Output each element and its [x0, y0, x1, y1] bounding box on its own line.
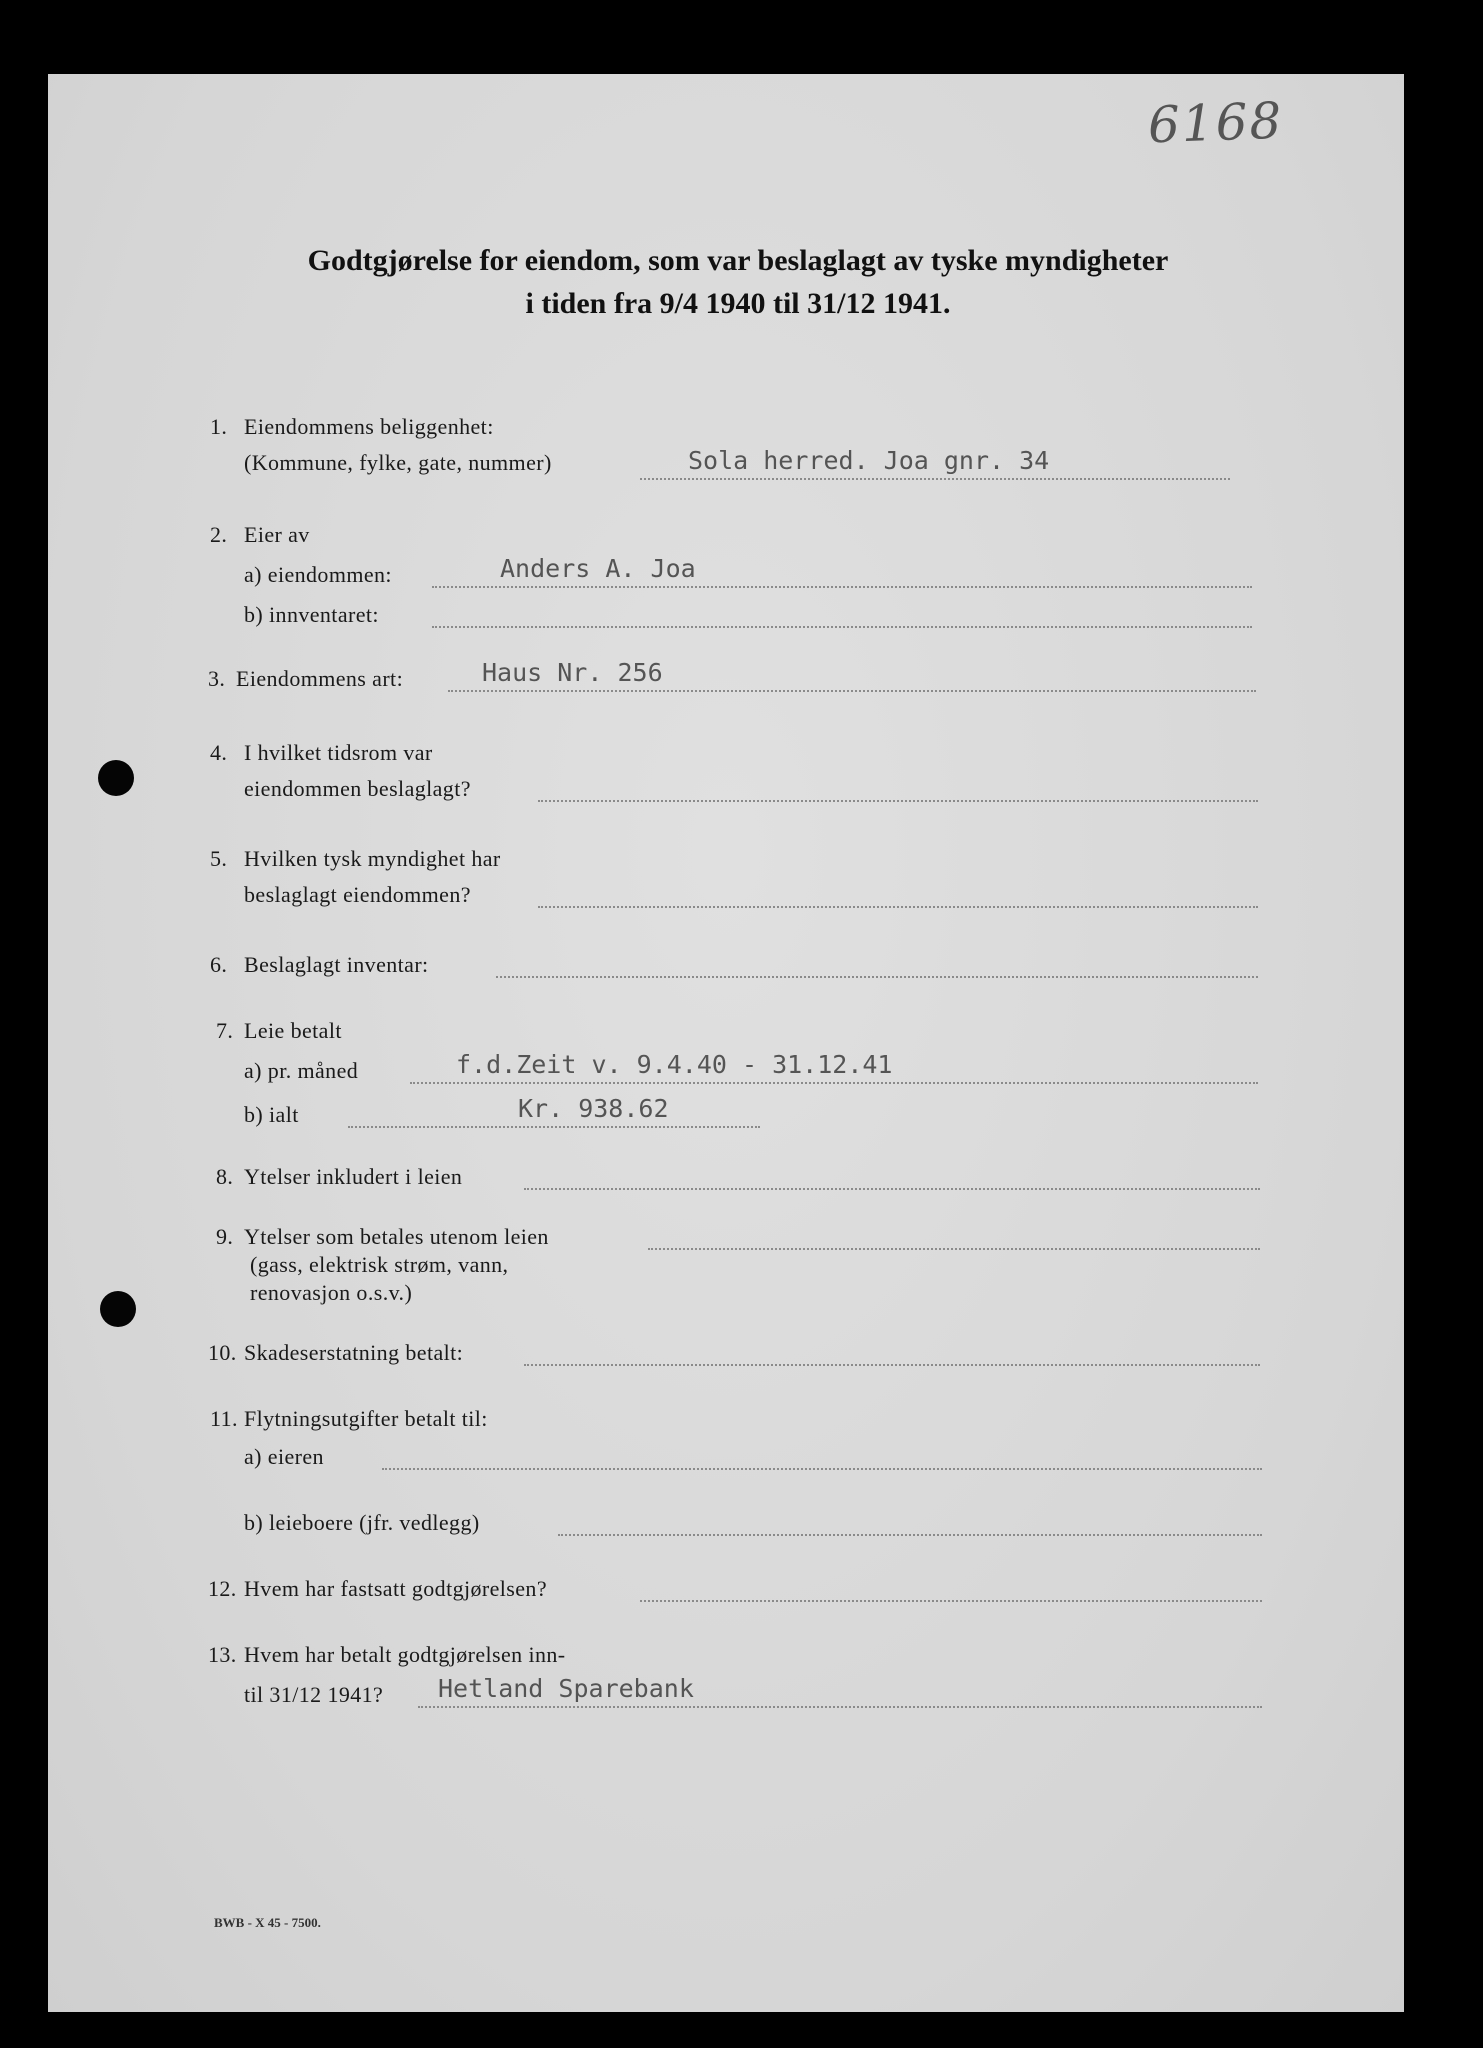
- q2-label: Eier av: [244, 522, 310, 547]
- q8-label: Ytelser inkludert i leien: [244, 1164, 463, 1189]
- q8-answer-line: [524, 1188, 1260, 1190]
- q5-label: Hvilken tysk myndighet har: [244, 846, 501, 871]
- q6-number: 6.: [210, 952, 228, 977]
- q10-number: 10.: [208, 1340, 237, 1365]
- q8-number: 8.: [216, 1164, 234, 1189]
- q1-label: Eiendommens beliggenhet:: [244, 414, 494, 439]
- q7b-answer: Kr. 938.62: [518, 1094, 669, 1123]
- q7a-answer-line: [410, 1082, 1258, 1084]
- q7b-label: b) ialt: [244, 1102, 299, 1127]
- q3-label: Eiendommens art:: [236, 666, 404, 691]
- q13-answer-line: [418, 1706, 1262, 1708]
- q10-answer-line: [524, 1364, 1260, 1366]
- q4-sublabel: eiendommen beslaglagt?: [244, 776, 471, 801]
- q9-sublabel2: renovasjon o.s.v.): [250, 1280, 413, 1305]
- q1-sublabel: (Kommune, fylke, gate, nummer): [244, 450, 552, 475]
- q11a-label: a) eieren: [244, 1444, 324, 1469]
- q4-answer-line: [538, 800, 1258, 802]
- q9-answer-line: [648, 1248, 1260, 1250]
- q11b-answer-line: [558, 1534, 1262, 1536]
- q1-number: 1.: [210, 414, 228, 439]
- q7-label: Leie betalt: [244, 1018, 342, 1043]
- punch-hole-top: [98, 760, 134, 796]
- q11-number: 11.: [210, 1406, 238, 1431]
- q11b-label: b) leieboere (jfr. vedlegg): [244, 1510, 480, 1535]
- q1-answer: Sola herred. Joa gnr. 34: [688, 446, 1050, 475]
- q7b-answer-line: [348, 1126, 760, 1128]
- q6-label: Beslaglagt inventar:: [244, 952, 429, 977]
- q9-number: 9.: [216, 1224, 234, 1249]
- q13-sublabel: til 31/12 1941?: [244, 1682, 384, 1707]
- q2-number: 2.: [210, 522, 228, 547]
- q5-sublabel: beslaglagt eiendommen?: [244, 882, 471, 907]
- form-print-code: BWB - X 45 - 7500.: [214, 1915, 321, 1930]
- form-page: [48, 74, 1404, 2012]
- q13-label: Hvem har betalt godtgjørelsen inn-: [244, 1642, 566, 1667]
- q12-number: 12.: [208, 1576, 237, 1601]
- q7-number: 7.: [216, 1018, 234, 1043]
- q12-label: Hvem har fastsatt godtgjørelsen?: [244, 1576, 547, 1601]
- q2b-label: b) innventaret:: [244, 602, 379, 627]
- form-title-line2: i tiden fra 9/4 1940 til 31/12 1941.: [525, 287, 951, 320]
- q3-answer-line: [448, 690, 1256, 692]
- q4-label: I hvilket tidsrom var: [244, 740, 433, 765]
- q6-answer-line: [496, 976, 1258, 978]
- q5-number: 5.: [210, 846, 228, 871]
- q2a-answer: Anders A. Joa: [500, 554, 696, 583]
- q7a-label: a) pr. måned: [244, 1058, 359, 1083]
- q2a-label: a) eiendommen:: [244, 562, 392, 587]
- q13-answer: Hetland Sparebank: [438, 1674, 694, 1703]
- q5-answer-line: [538, 906, 1258, 908]
- q10-label: Skadeserstatning betalt:: [244, 1340, 464, 1365]
- archive-number: 6168: [1147, 91, 1285, 155]
- q4-number: 4.: [210, 740, 228, 765]
- punch-hole-bottom: [100, 1291, 136, 1327]
- form-title-line1: Godtgjørelse for eiendom, som var beslaglagt av tyske myndigheter: [307, 244, 1169, 277]
- q3-answer: Haus Nr. 256: [482, 658, 663, 687]
- q1-answer-line: [640, 478, 1230, 480]
- q13-number: 13.: [208, 1642, 237, 1667]
- q7a-answer: f.d.Zeit v. 9.4.40 - 31.12.41: [456, 1050, 893, 1079]
- q11-label: Flytningsutgifter betalt til:: [244, 1406, 488, 1431]
- q9-label: Ytelser som betales utenom leien: [244, 1224, 549, 1249]
- q12-answer-line: [640, 1600, 1262, 1602]
- q2b-answer-line: [432, 626, 1252, 628]
- q11a-answer-line: [382, 1468, 1262, 1470]
- q2a-answer-line: [432, 586, 1252, 588]
- q3-number: 3.: [208, 666, 226, 691]
- q9-sublabel1: (gass, elektrisk strøm, vann,: [250, 1252, 509, 1277]
